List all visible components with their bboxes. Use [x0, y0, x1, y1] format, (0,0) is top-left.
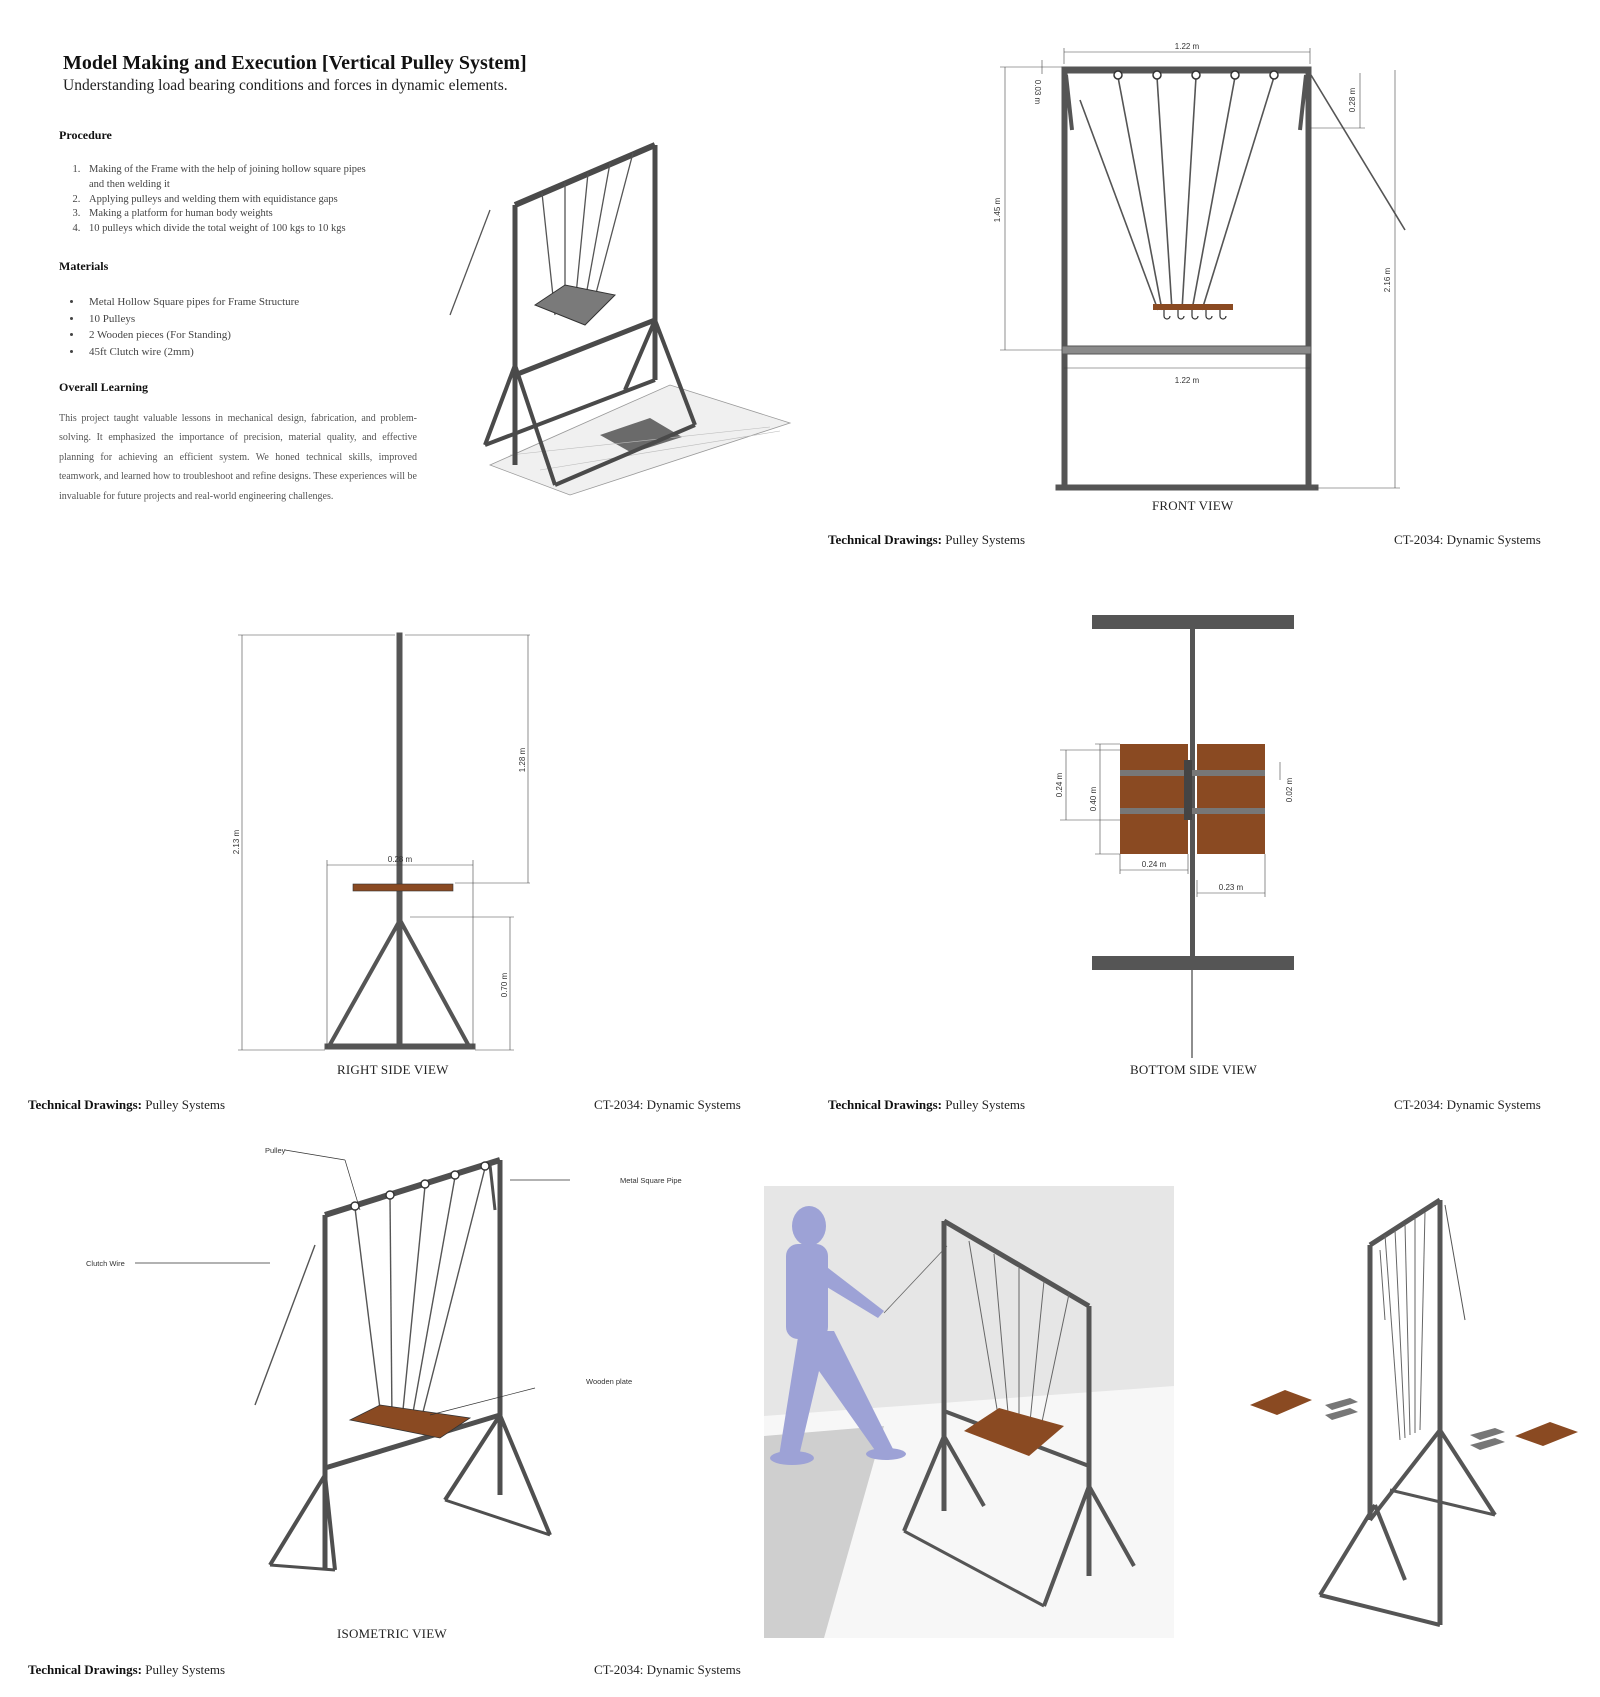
dim-front-offset: 0.03 m [1033, 79, 1042, 105]
view-label-front: FRONT VIEW [1152, 498, 1234, 513]
exploded-wires [1380, 1212, 1425, 1440]
ground-shadow [490, 385, 790, 495]
footer-label [828, 1097, 1025, 1113]
dim-bottom-gap: 0.02 m [1285, 777, 1294, 803]
dim-side-height-total: 2.13 m [232, 829, 241, 855]
render-with-figure [764, 1186, 1174, 1638]
footer-label-rest: Pulley Systems [942, 1097, 1026, 1112]
bottom-top-bar [1092, 615, 1294, 629]
callout-wire: Clutch Wire [86, 1259, 125, 1268]
learning-heading: Overall Learning [59, 380, 148, 394]
footer-course: CT-2034: Dynamic Systems [594, 1097, 741, 1112]
footer-label [28, 1097, 225, 1113]
platform [535, 285, 615, 325]
footer-label-rest: Pulley Systems [942, 532, 1026, 547]
procedure-item: 3. Making a platform for human body weights [83, 207, 383, 222]
footer-label [28, 1662, 225, 1678]
footer-label-bold: Technical Drawings: [828, 532, 942, 547]
iso-frame [270, 1160, 550, 1570]
front-platform [1153, 304, 1233, 310]
iso-wooden-plate [350, 1405, 470, 1438]
page-subtitle: Understanding load bearing conditions and forces in dynamic elements. [63, 77, 508, 94]
dim-front-width-mid: 1.22 m [1174, 376, 1200, 385]
iso-wires [255, 1168, 485, 1425]
procedure-item: 2. Applying pulleys and welding them with equidistance gaps [83, 193, 383, 208]
footer-label-rest: Pulley Systems [142, 1662, 226, 1677]
pulley-wires [450, 153, 633, 315]
callout-plate: Wooden plate [586, 1377, 633, 1386]
dim-bottom-width-right: 0.23 m [1218, 883, 1244, 892]
view-label-bottom: BOTTOM SIDE VIEW [1130, 1062, 1257, 1077]
front-frame [1056, 67, 1318, 490]
isometric-view-drawing [240, 1150, 570, 1580]
exploded-plates [1250, 1390, 1578, 1450]
footer-label [828, 532, 1025, 548]
materials-item: • Metal Hollow Square pipes for Frame Structure [83, 294, 299, 311]
iso-shadow-drawing [450, 135, 800, 505]
side-dim-lines [238, 635, 530, 1050]
dim-front-pulley-drop: 0.28 m [1348, 87, 1357, 113]
learning-text: This project taught valuable lessons in mechanical design, fabrication, and problem-solving. It emphasized the importance of precision, material quality, and effective planning for achieving an efficient system. We honed technical skills, improved teamwork, and learned how to troubleshoot and refine designs. These experiences will be invaluable for future projects and real-world engineering challenges. [59, 413, 417, 502]
view-label-right: RIGHT SIDE VIEW [337, 1062, 449, 1077]
dim-front-height-upper: 1.45 m [993, 197, 1002, 223]
dim-side-lower: 0.70 m [500, 972, 509, 998]
footer-course: CT-2034: Dynamic Systems [594, 1662, 741, 1677]
page-title: Model Making and Execution [Vertical Pulley System] [63, 52, 527, 74]
dim-side-upper: 1.28 m [518, 747, 527, 773]
callout-pulley: Pulley [265, 1146, 286, 1155]
view-label-iso: ISOMETRIC VIEW [337, 1626, 447, 1641]
dim-bottom-total: 0.40 m [1089, 786, 1098, 812]
dim-front-height-total: 2.16 m [1383, 267, 1392, 293]
front-view-drawing [950, 40, 1430, 500]
iso-callout-lines [135, 1150, 570, 1415]
materials-list [59, 294, 299, 360]
side-platform [353, 884, 453, 891]
footer-course: CT-2034: Dynamic Systems [1394, 1097, 1541, 1112]
bottom-lower-bar [1092, 956, 1294, 970]
materials-item: • 10 Pulleys [83, 311, 299, 328]
bottom-side-view-drawing [1040, 610, 1310, 1060]
footer-label-bold: Technical Drawings: [28, 1097, 142, 1112]
dim-bottom-depth: 0.24 m [1055, 772, 1064, 798]
dim-side-platform: 0.28 m [387, 855, 413, 864]
materials-item: • 45ft Clutch wire (2mm) [83, 344, 299, 361]
footer-course: CT-2034: Dynamic Systems [1394, 532, 1541, 547]
materials-heading: Materials [59, 259, 109, 273]
front-hooks [1164, 310, 1226, 319]
callout-pipe: Metal Square Pipe [620, 1176, 682, 1185]
procedure-item: 1. Making of the Frame with the help of joining hollow square pipes and then welding it [83, 163, 383, 193]
right-side-view-drawing [230, 630, 530, 1055]
dim-front-width-top: 1.22 m [1174, 42, 1200, 51]
procedure-heading: Procedure [59, 128, 112, 142]
procedure-list [59, 163, 383, 237]
footer-label-rest: Pulley Systems [142, 1097, 226, 1112]
materials-item: • 2 Wooden pieces (For Standing) [83, 327, 299, 344]
side-frame [325, 633, 475, 1049]
dim-bottom-width-left: 0.24 m [1141, 860, 1167, 869]
procedure-item: 4. 10 pulleys which divide the total weight of 100 kgs to 10 kgs [83, 222, 383, 237]
footer-label-bold: Technical Drawings: [28, 1662, 142, 1677]
exploded-render [1240, 1190, 1585, 1630]
footer-label-bold: Technical Drawings: [828, 1097, 942, 1112]
